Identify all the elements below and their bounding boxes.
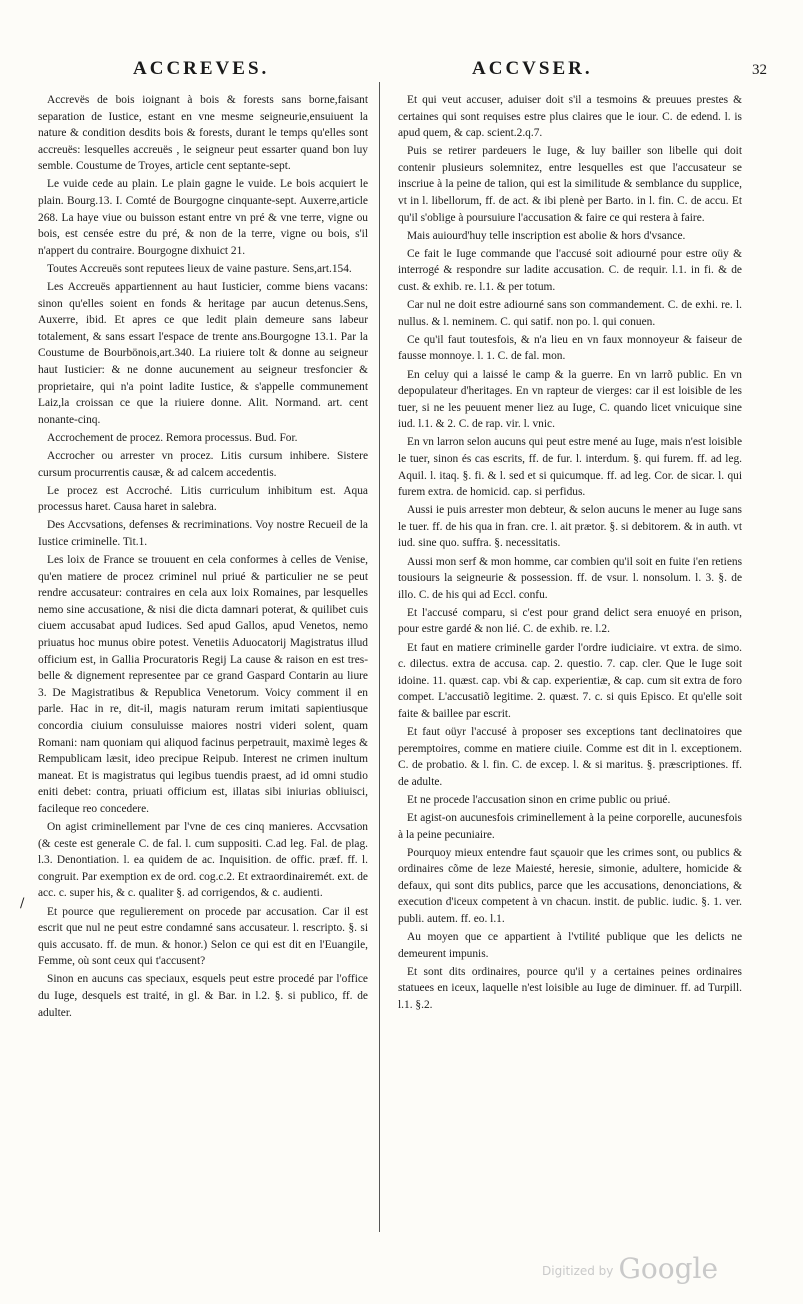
paragraph: Les Accreuës appartiennent au haut Iusticier, comme biens vacans: sinon qu'elles soient en fonds & heritage par aucun detenus.Sens, Auxerre, ibid. Et apres ce que ledit plain demeure sans labeur totalement, & sans essart l'espace de trente ans.Bourgogne 13.1. Par la Coustume de Bourbönois,art.340. La riuiere tolt & donne au seigneur haut Iusticier: & ne donne aucunement au seigneur tresfoncier & proprietaire, qui n'a point ladite Iustice, & s'appelle communement Laiz,la croissan ce que la riuiere donne. Alit. Normand. art. cent nonante-cinq. [38,281,368,426]
paragraph: Pourquoy mieux entendre faut sçauoir que les crimes sont, ou publics & ordinaires cõme de leze Maiesté, heresie, simonie, adultere, homicide & defaux, qui sont dits publics, parce que les accusations, denonciations, & execution d'iceux competent à vn chacun. instit. de public. iudic. §. 1. ver. publi. autem. ff. eo. l.1. [398,846,742,925]
paragraph: En vn larron selon aucuns qui peut estre mené au Iuge, mais n'est loisible le tuer, sinon és cas escrits, ff. de fur. l. interdum. §. qui furem. ff. ad leg. Aquil. l. itaq. §. fi. & l. sed et si quicumque. ff. ad leg. Cor. de sicar. l. qui furem extra. de homicid. cap. si perfidus. [398,436,742,499]
paragraph: Et sont dits ordinaires, pource qu'il y a certaines peines ordinaires statuees en iceux, laquelle n'est loisible au Iuge de diminuer. ff. ad Turpill. l.1. §.2. [398,965,742,1011]
paragraph: Au moyen que ce appartient à l'vtilité publique que les delicts ne demeurent impunis. [398,931,742,960]
paragraph: Et faut en matiere criminelle garder l'ordre iudiciaire. vt extra. de simo. c. dilectus. extra de accusa. cap. 2. questio. 7. cap. cler. Que le Iuge soit idoine. 11. quæst. cap. vbi & cap. experientiæ, & cap. cum sit extra de foro compet. L'accusatiõ legitime. 2. quæst. 7. c. si quis Episco. Et qu'elle soit faite & baillee par escrit. [398,641,742,720]
paragraph: Sinon en aucuns cas speciaux, esquels peut estre procedé par l'office du Iuge, desquels est traité, in gl. & Bar. in l.2. §. si publico, ff. de adulter. [38,973,368,1019]
paragraph: Accrochement de procez. Remora processus. Bud. For. [47,431,298,444]
margin-mark: / [20,896,25,911]
paragraph: Et ne procede l'accusation sinon en crime public ou priué. [407,793,671,806]
paragraph: Aussi mon serf & mon homme, car combien qu'il soit en fuite i'en retiens tousiours la seigneurie & possession. ff. de vsur. l. nonsolum. l. 3. §. de illo. C. de his qui ad Eccl. confu. [398,555,742,601]
paragraph: Toutes Accreuës sont reputees lieux de vaine pasture. Sens,art.154. [47,262,352,275]
paragraph: Des Accvsations, defenses & recriminations. Voy nostre Recueil de la Iustice criminelle. Tit.1. [38,519,368,548]
paragraph: En celuy qui a laissé le camp & la guerre. En vn larrõ public. En vn depopulateur d'heritages. En vn rapteur de vierges: car il est loisible de les tuer, si ne les peuuent mener liez au Iuge, C. quando licet vnicuique sine iud. l.1. & 2. C. de rap. vir. l. vnic. [398,368,742,431]
paragraph: Les loix de France se trouuent en cela conformes à celles de Venise, qu'en matiere de procez criminel nul priué & particulier ne se peut rendre accusateur: contraires en cela aux loix Romaines, par lesquelles nemo sine accusatione, & nisi die dicta damnari poterat, & quilibet cuis ciuem accusabat apud Iudices. Sed apud Gallos, apud Venetos, nemo priuatus hoc munus obire potest. Venetiis Aduocatorij Magistratus illud officium est, in Gallia Procuratoris Regij La cause & raison en est tres-belle & dignement representee par ce grand Gaspard Contarin au liure 3. De Magistratibus & Republica Venetorum. Voicy comment il en parle. Hac in re, dit-il, magis naturam rerum imitati sapientiusque concordia ciuium consuluisse maiores nostri videri solent, quam Romani: nam quoniam qui aliquod facinus perpetrauit, maximè leges & Rempublicam læsit, ideo precipue Reipub. Interest ne crimen inultum maneat. Et is magistratus qui legibus tuendis praest, ad id omni studio eniti debet: contra, priuati officium est, illatas sibi iniurias obliuisci, facileque reo concedere. [38,554,368,815]
running-head-right: ACCVSER. [472,58,593,79]
watermark-prefix: Digitized by [542,1264,614,1278]
paragraph: Et faut oüyr l'accusé à proposer ses exceptions tant declinatoires que peremptoires, comme en matiere ciuile. Comme est dit in l. exceptionem. C. de probatio. & l. fin. C. de excep. l. & si maritus. §. præscriptiones. ff. de adulte. [398,725,742,788]
paragraph: Le vuide cede au plain. Le plain gagne le vuide. Le bois acquiert le plain. Bourg.13. I. Comté de Bourgogne cinquante-sept. Auxerre,article 268. La haye viue ou buisson estant entre vn pré & vne terre, vigne ou bois, est censée estre du pré, & non de la terre, vigne ou bois, s'il n'appert du contraire. Bourgogne dixhuict 21. [38,178,368,257]
paragraph: Et agist-on aucunesfois criminellement à la peine corporelle, aucunesfois à la peine pecuniaire. [398,811,742,841]
running-head-left: ACCREVES. [133,58,270,79]
paragraph: Accrocher ou arrester vn procez. Litis cursum inhibere. Sistere cursum procurrentis causæ, & ad calcem accedentis. [38,449,368,479]
paragraph: Ce fait le Iuge commande que l'accusé soit adiourné pour estre oüy & interrogé & respondre sur ladite accusation. C. de requir. l.1. in fi. & de cust. & exhib. re. l.1. & per totum. [398,247,742,294]
right-column [398,92,742,1202]
paragraph: On agist criminellement par l'vne de ces cinq manieres. Accvsation (& ceste est generale C. de fal. l. cum suppositi. C.ad leg. Fal. de plag. l.3. Denontiation. l. ea quidem de ac. Inquisition. de offic. præf. ff. l. congruit. Par exemption ex de ord. cog.c.2. Et extraordinairemét. ext. de acc. c. super his, & c. qualiter §. ad corrigendos, & c. audienti. [38,821,368,900]
left-column [38,92,368,1227]
column-divider [379,82,380,1232]
paragraph: Et l'accusé comparu, si c'est pour grand delict sera enuoyé en prison, pour estre gardé & non lié. C. de exhib. re. l.2. [398,606,742,636]
paragraph: Accrevës de bois ioignant à bois & forests sans borne,faisant separation de Iustice, estant en vne mesme seigneurie,ensuiuent la nature & condition desdits bois & forests, durant le temps qu'elles sont accreuës: lesquelles accreuës , le seigneur peut essarter quand bon luy semble. Coustume de Troyes, article cent septante-sept. [38,94,368,173]
digitized-by-google-watermark [542,1252,718,1285]
paragraph: Mais auiourd'huy telle inscription est abolie & hors d'vsance. [407,229,686,242]
google-logo: Google [618,1252,719,1285]
paragraph: Le procez est Accroché. Litis curriculum inhibitum est. Aqua processus haret. Causa haret in salebra. [38,484,368,514]
paragraph: Ce qu'il faut toutesfois, & n'a lieu en vn faux monnoyeur & faiseur de fausse monnoye. l. 1. C. de fal. mon. [398,333,742,363]
paragraph: Puis se retirer pardeuers le Iuge, & luy bailler son libelle qui doit contenir plusieurs solemnitez, entre lesquelles est que l'accusateur se inscriue à la peine de talion, qui est la similitude & semblance du supplice, vt in l. libellorum, ff. de act. & ibi plenè per Barto. in l. fin. C. de accu. Et qu'il s'oblige à poursuiure l'accusation & faire ce qui restera à faire. [398,145,742,224]
paragraph: Et pource que regulierement on procede par accusation. Car il est escrit que nul ne peut estre condamné sans accusateur. l. rescripto. §. si quis accusato. ff. de mun. & honor.) Selon ce qui est dit en l'Euangile, Femme, où sont ceux qui t'accusent? [38,905,368,968]
paragraph: Aussi ie puis arrester mon debteur, & selon aucuns le mener au Iuge sans le tuer. ff. de his qua in fran. cre. l. ait prætor. §. si debitorem. & in auth. vt iud. sine quo. suffra. §. necessitatis. [398,504,742,550]
paragraph: Et qui veut accuser, aduiser doit s'il a tesmoins & preuues prestes & certaines qui sont requises estre plus claires que le iour. C. de edend. l. is apud quem, & cap. scient.2.q.7. [398,94,742,140]
paragraph: Car nul ne doit estre adiourné sans son commandement. C. de exhi. re. l. nullus. & l. neminem. C. qui satif. non po. l. qui conuen. [398,299,742,328]
page-number: 32 [752,62,767,78]
